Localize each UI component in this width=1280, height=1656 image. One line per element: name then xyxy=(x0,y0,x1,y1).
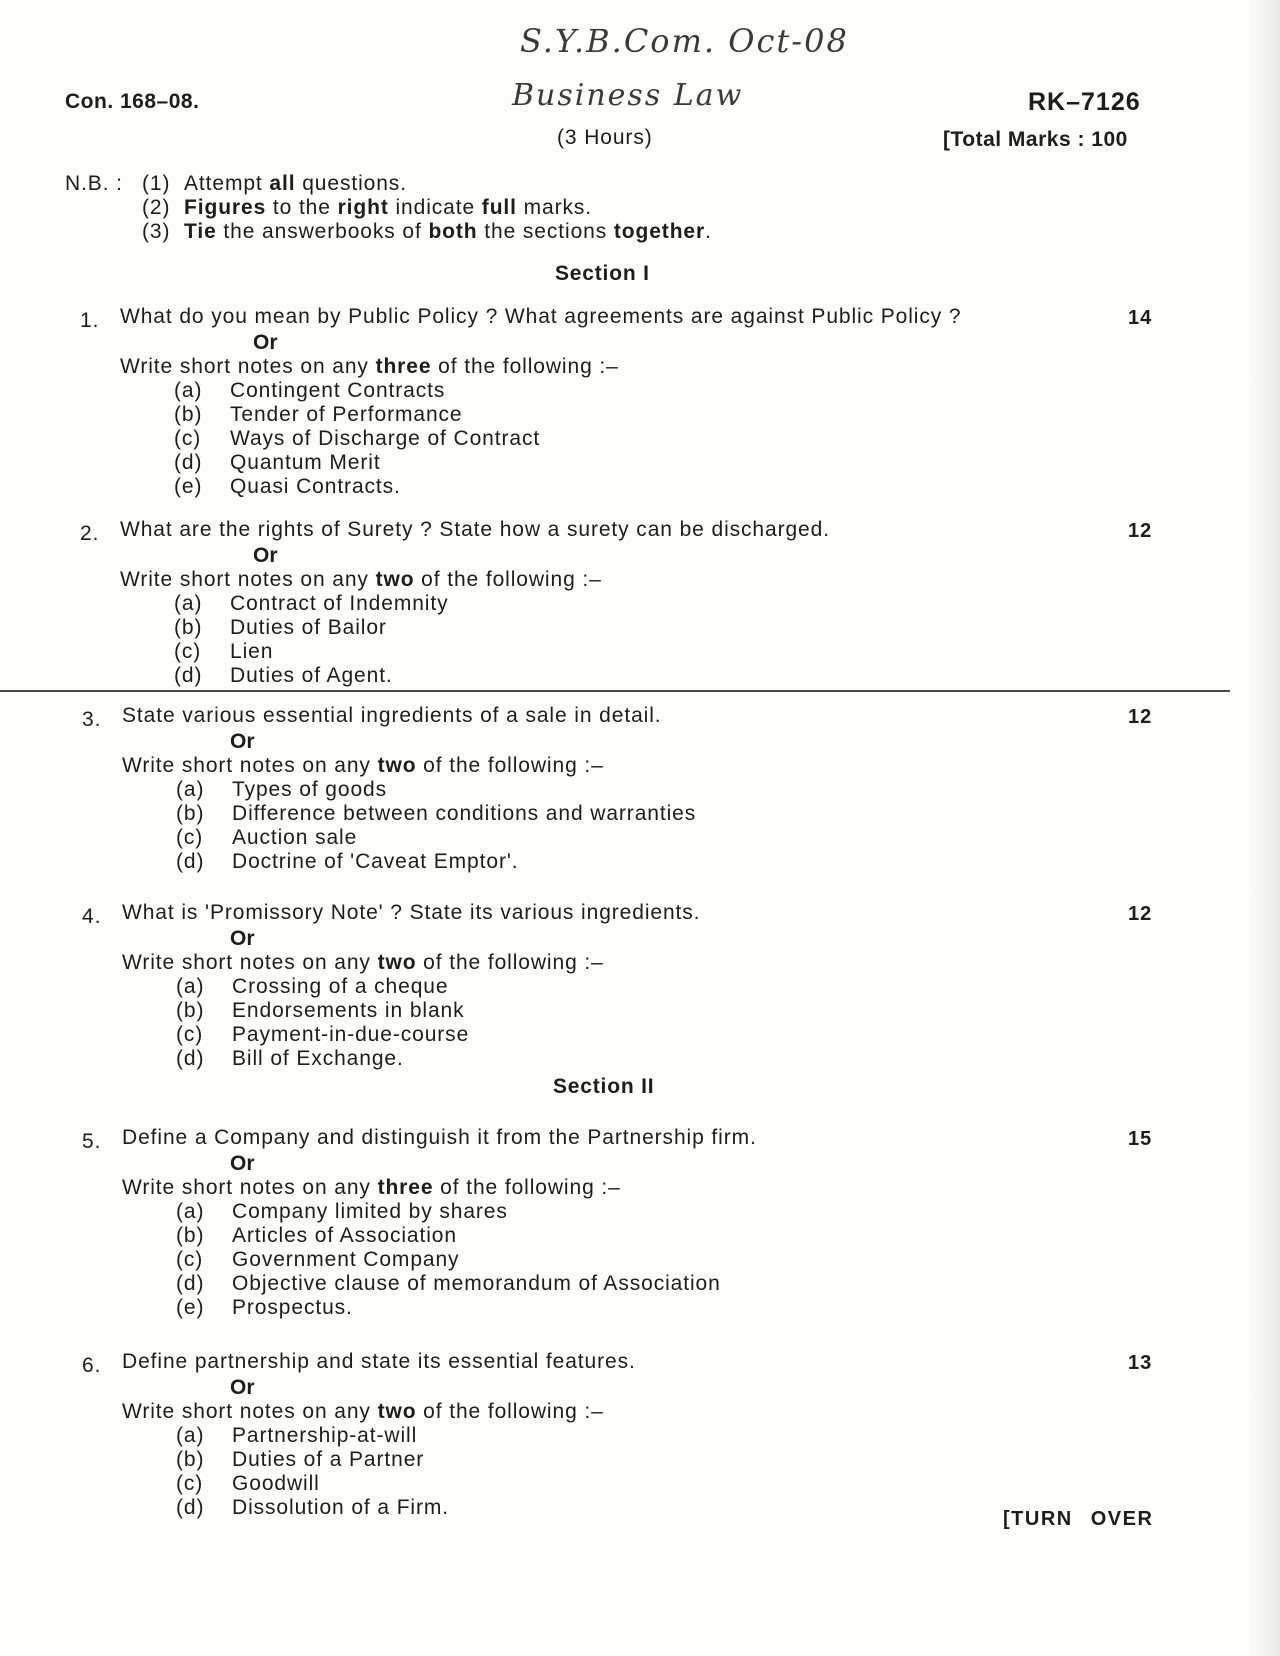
short-note-text: Endorsements in blank xyxy=(232,999,465,1022)
short-note-text: Duties of a Partner xyxy=(232,1448,425,1471)
short-note-label: (b) xyxy=(176,1448,205,1471)
short-note-item xyxy=(176,850,519,874)
nb-item-text: right xyxy=(337,196,389,219)
question-number: 3. xyxy=(82,708,102,731)
alternative-instruction-part: Write short notes on any xyxy=(122,754,378,777)
nb-item-text: the answerbooks of xyxy=(216,220,429,243)
short-note-label: (d) xyxy=(176,1496,205,1519)
short-note-text: Crossing of a cheque xyxy=(232,975,449,998)
short-note-item xyxy=(176,1448,424,1472)
short-note-item xyxy=(174,592,449,616)
con-number: Con. 168–08. xyxy=(65,90,200,113)
short-note-item xyxy=(174,427,540,451)
nb-item-text: questions. xyxy=(295,172,407,195)
or-label: Or xyxy=(230,1376,255,1399)
short-note-label: (b) xyxy=(174,403,203,426)
alternative-instruction xyxy=(120,355,619,379)
short-note-label: (e) xyxy=(174,475,203,498)
over-word: OVER xyxy=(1090,1508,1154,1530)
short-note-label: (c) xyxy=(176,1248,204,1271)
alternative-instruction-part: two xyxy=(377,951,417,974)
short-note-text: Company limited by shares xyxy=(232,1200,508,1223)
nb-item-text: to the xyxy=(266,196,338,219)
question-marks: 12 xyxy=(1128,706,1153,728)
short-note-item xyxy=(176,1023,469,1047)
short-note-label: (c) xyxy=(174,427,202,450)
short-note-item xyxy=(174,664,393,688)
short-note-label: (a) xyxy=(176,975,205,998)
alternative-instruction-part: of the following :– xyxy=(433,1176,621,1199)
section-2-heading: Section II xyxy=(553,1075,655,1098)
short-note-text: Goodwill xyxy=(232,1472,320,1495)
short-note-item xyxy=(174,403,463,427)
question-number: 2. xyxy=(80,522,100,545)
nb-item-text: Tie xyxy=(184,220,217,243)
question-number: 6. xyxy=(82,1354,102,1377)
alternative-instruction xyxy=(122,1400,604,1424)
short-note-text: Prospectus. xyxy=(232,1296,353,1319)
question-number: 4. xyxy=(82,905,102,928)
short-note-item xyxy=(176,1200,508,1224)
handwritten-subject-note: Business Law xyxy=(512,78,744,113)
question-text: Define partnership and state its essential features. xyxy=(122,1350,636,1373)
short-note-text: Dissolution of a Firm. xyxy=(232,1496,450,1519)
short-note-label: (a) xyxy=(176,1200,205,1223)
short-note-item xyxy=(174,616,387,640)
question-marks: 15 xyxy=(1128,1128,1153,1150)
alternative-instruction-part: Write short notes on any xyxy=(122,951,378,974)
nb-item-text: indicate xyxy=(388,196,482,219)
question-text: What do you mean by Public Policy ? What agreements are against Public Policy ? xyxy=(120,305,962,328)
short-note-text: Lien xyxy=(230,640,274,663)
short-note-text: Partnership-at-will xyxy=(232,1424,418,1447)
short-note-text: Objective clause of memorandum of Association xyxy=(232,1272,721,1295)
nb-item xyxy=(142,196,592,220)
short-note-item xyxy=(176,1472,320,1496)
short-note-text: Contingent Contracts xyxy=(230,379,446,402)
duration: (3 Hours) xyxy=(557,126,653,149)
question-text: Define a Company and distinguish it from the Partnership firm. xyxy=(122,1126,757,1149)
question-marks: 12 xyxy=(1128,520,1153,542)
total-marks: [Total Marks : 100 xyxy=(943,128,1128,151)
short-note-item xyxy=(174,475,401,499)
short-note-item xyxy=(174,451,381,475)
alternative-instruction-part: of the following :– xyxy=(416,951,604,974)
question-marks: 14 xyxy=(1128,307,1153,329)
or-label: Or xyxy=(230,730,255,753)
alternative-instruction-part: three xyxy=(377,1176,434,1199)
alternative-instruction-part: three xyxy=(375,355,432,378)
question-marks: 12 xyxy=(1128,903,1153,925)
short-note-item xyxy=(176,1272,721,1296)
short-note-text: Tender of Performance xyxy=(230,403,463,426)
nb-item xyxy=(142,220,712,244)
alternative-instruction-part: two xyxy=(375,568,415,591)
short-note-item xyxy=(174,379,445,403)
or-label: Or xyxy=(253,544,278,567)
short-note-label: (b) xyxy=(176,999,205,1022)
short-note-text: Contract of Indemnity xyxy=(230,592,449,615)
question-text: What are the rights of Surety ? State how a surety can be discharged. xyxy=(120,518,830,541)
short-note-text: Bill of Exchange. xyxy=(232,1047,404,1070)
alternative-instruction xyxy=(122,754,604,778)
short-note-label: (a) xyxy=(176,1424,205,1447)
alternative-instruction-part: of the following :– xyxy=(431,355,619,378)
question-marks: 13 xyxy=(1128,1352,1153,1374)
alternative-instruction-part: two xyxy=(377,754,417,777)
short-note-text: Quantum Merit xyxy=(230,451,381,474)
alternative-instruction xyxy=(122,951,604,975)
nb-item-text: both xyxy=(428,220,478,243)
short-note-label: (a) xyxy=(176,778,205,801)
nb-item xyxy=(142,172,407,196)
short-note-item xyxy=(176,1224,457,1248)
or-label: Or xyxy=(230,1152,255,1175)
nb-item-text: full xyxy=(481,196,517,219)
short-note-item xyxy=(176,802,696,826)
alternative-instruction-part: Write short notes on any xyxy=(122,1176,378,1199)
short-note-text: Auction sale xyxy=(232,826,358,849)
alternative-instruction-part: Write short notes on any xyxy=(120,568,376,591)
short-note-text: Duties of Agent. xyxy=(230,664,393,687)
short-note-item xyxy=(176,1424,417,1448)
alternative-instruction-part: two xyxy=(377,1400,417,1423)
short-note-item xyxy=(176,1296,353,1320)
question-number: 1. xyxy=(80,309,100,332)
short-note-label: (a) xyxy=(174,379,203,402)
short-note-label: (c) xyxy=(176,1472,204,1495)
short-note-text: Types of goods xyxy=(232,778,388,801)
nb-item-text: together xyxy=(613,220,706,243)
short-note-item xyxy=(174,640,273,664)
short-note-label: (c) xyxy=(176,826,204,849)
nb-item-text: marks. xyxy=(516,196,593,219)
short-note-item xyxy=(176,826,357,850)
short-note-label: (c) xyxy=(174,640,202,663)
scan-fold-line xyxy=(0,690,1230,692)
short-note-text: Duties of Bailor xyxy=(230,616,387,639)
alternative-instruction xyxy=(120,568,602,592)
alternative-instruction xyxy=(122,1176,621,1200)
nb-item-text: the sections xyxy=(477,220,614,243)
nb-item-text: all xyxy=(269,172,296,195)
short-note-label: (d) xyxy=(174,664,203,687)
nb-item-number: (3) xyxy=(142,220,171,243)
nb-item-text: Attempt xyxy=(184,172,270,195)
question-number: 5. xyxy=(82,1130,102,1153)
alternative-instruction-part: Write short notes on any xyxy=(122,1400,378,1423)
short-note-label: (a) xyxy=(174,592,203,615)
section-1-heading: Section I xyxy=(555,262,650,285)
or-label: Or xyxy=(230,927,255,950)
short-note-item xyxy=(176,1496,449,1520)
nb-prefix: N.B. : xyxy=(65,172,123,195)
scan-edge-shadow xyxy=(1246,0,1280,1656)
nb-item-number: (2) xyxy=(142,196,171,219)
short-note-label: (d) xyxy=(174,451,203,474)
or-label: Or xyxy=(253,331,278,354)
short-note-text: Quasi Contracts. xyxy=(230,475,401,498)
short-note-item xyxy=(176,999,465,1023)
question-text: What is 'Promissory Note' ? State its various ingredients. xyxy=(122,901,701,924)
short-note-label: (e) xyxy=(176,1296,205,1319)
alternative-instruction-part: Write short notes on any xyxy=(120,355,376,378)
short-note-label: (b) xyxy=(176,802,205,825)
alternative-instruction-part: of the following :– xyxy=(414,568,602,591)
short-note-item xyxy=(176,975,448,999)
short-note-label: (d) xyxy=(176,850,205,873)
turn-over xyxy=(1003,1508,1153,1531)
short-note-label: (b) xyxy=(174,616,203,639)
short-note-label: (d) xyxy=(176,1272,205,1295)
handwritten-course-note: S.Y.B.Com. Oct-08 xyxy=(520,22,849,60)
short-note-text: Difference between conditions and warranties xyxy=(232,802,697,825)
nb-item-number: (1) xyxy=(142,172,171,195)
short-note-text: Payment-in-due-course xyxy=(232,1023,470,1046)
short-note-text: Doctrine of 'Caveat Emptor'. xyxy=(232,850,519,873)
paper-code: RK–7126 xyxy=(1028,88,1141,116)
nb-item-text: . xyxy=(705,220,712,243)
short-note-text: Government Company xyxy=(232,1248,460,1271)
short-note-label: (c) xyxy=(176,1023,204,1046)
question-text: State various essential ingredients of a sale in detail. xyxy=(122,704,662,727)
short-note-text: Articles of Association xyxy=(232,1224,457,1247)
short-note-label: (d) xyxy=(176,1047,205,1070)
short-note-label: (b) xyxy=(176,1224,205,1247)
nb-item-text: Figures xyxy=(184,196,267,219)
short-note-item xyxy=(176,778,387,802)
alternative-instruction-part: of the following :– xyxy=(416,754,604,777)
short-note-text: Ways of Discharge of Contract xyxy=(230,427,541,450)
short-note-item xyxy=(176,1248,459,1272)
turn-word: [TURN xyxy=(1003,1508,1073,1530)
short-note-item xyxy=(176,1047,404,1071)
alternative-instruction-part: of the following :– xyxy=(416,1400,604,1423)
